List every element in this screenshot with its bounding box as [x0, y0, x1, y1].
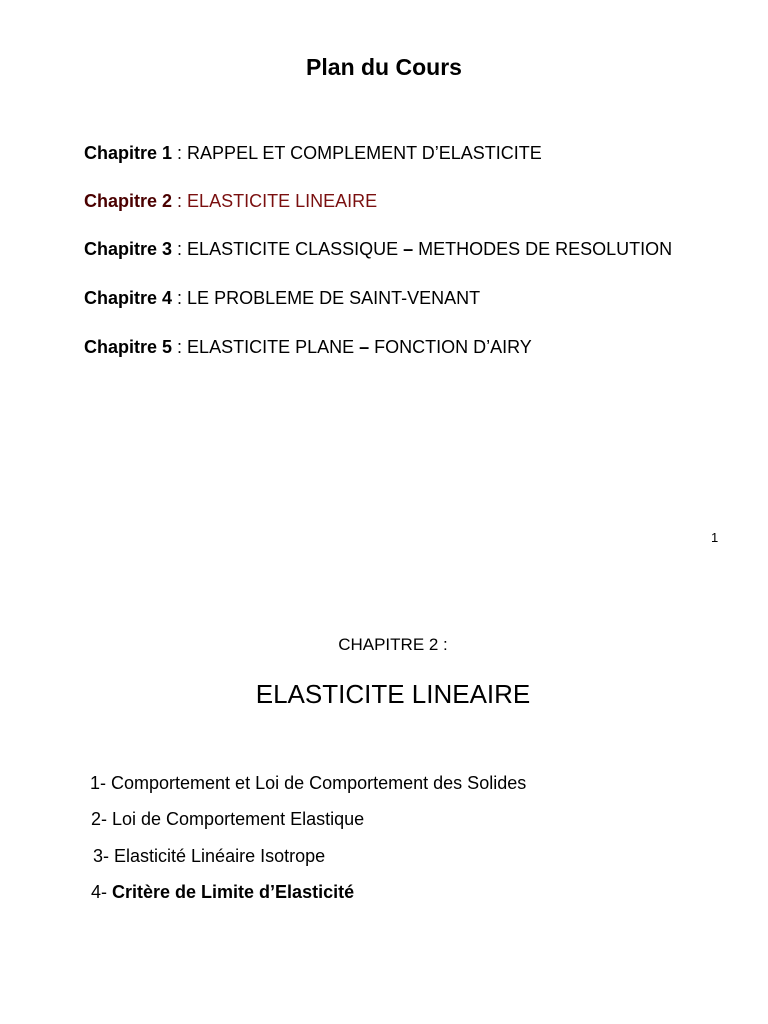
chapter-title-dash: –: [359, 337, 370, 357]
chapter-title: LE PROBLEME DE SAINT-VENANT: [187, 288, 481, 308]
toc-item-prefix: 4-: [91, 882, 113, 902]
chapter-title-dash: –: [403, 239, 414, 259]
chapter-title-part-b: METHODES DE RESOLUTION: [413, 239, 673, 259]
chapter-title: ELASTICITE LINEAIRE: [187, 191, 378, 211]
toc-item-4: [91, 880, 354, 904]
section-title: ELASTICITE LINEAIRE: [255, 679, 531, 709]
chapter-line-4: [84, 286, 480, 310]
chapter-label: Chapitre 3: [84, 239, 173, 259]
chapter-label: Chapitre 4: [84, 288, 173, 308]
chapter-title-part-b: FONCTION D’AIRY: [369, 337, 532, 357]
chapter-line-5: [84, 335, 532, 359]
chapter-title: RAPPEL ET COMPLEMENT D’ELASTICITE: [187, 143, 542, 163]
chapter-separator: :: [172, 191, 188, 211]
section-kicker: CHAPITRE 2 :: [338, 635, 448, 654]
chapter-separator: :: [172, 239, 188, 259]
page-number: 1: [711, 530, 719, 545]
toc-item-3: 3- Elasticité Linéaire Isotrope: [93, 846, 326, 866]
chapter-title-part-a: ELASTICITE CLASSIQUE: [187, 239, 404, 259]
toc-item-1: 1- Comportement et Loi de Comportement des Solides: [90, 773, 527, 793]
chapter-title-part-a: ELASTICITE PLANE: [187, 337, 360, 357]
chapter-separator: :: [172, 143, 188, 163]
chapter-separator: :: [172, 288, 188, 308]
chapter-label: Chapitre 5: [84, 337, 173, 357]
chapter-line-3: [84, 237, 672, 261]
chapter-separator: :: [172, 337, 188, 357]
chapter-line-1: [84, 141, 542, 165]
chapter-label: Chapitre 1: [84, 143, 173, 163]
toc-item-text: Critère de Limite d’Elasticité: [112, 882, 355, 902]
chapter-line-2: [84, 189, 377, 213]
chapter-label: Chapitre 2: [84, 191, 173, 211]
toc-item-2: 2- Loi de Comportement Elastique: [91, 809, 365, 829]
page-title: Plan du Cours: [306, 54, 462, 80]
